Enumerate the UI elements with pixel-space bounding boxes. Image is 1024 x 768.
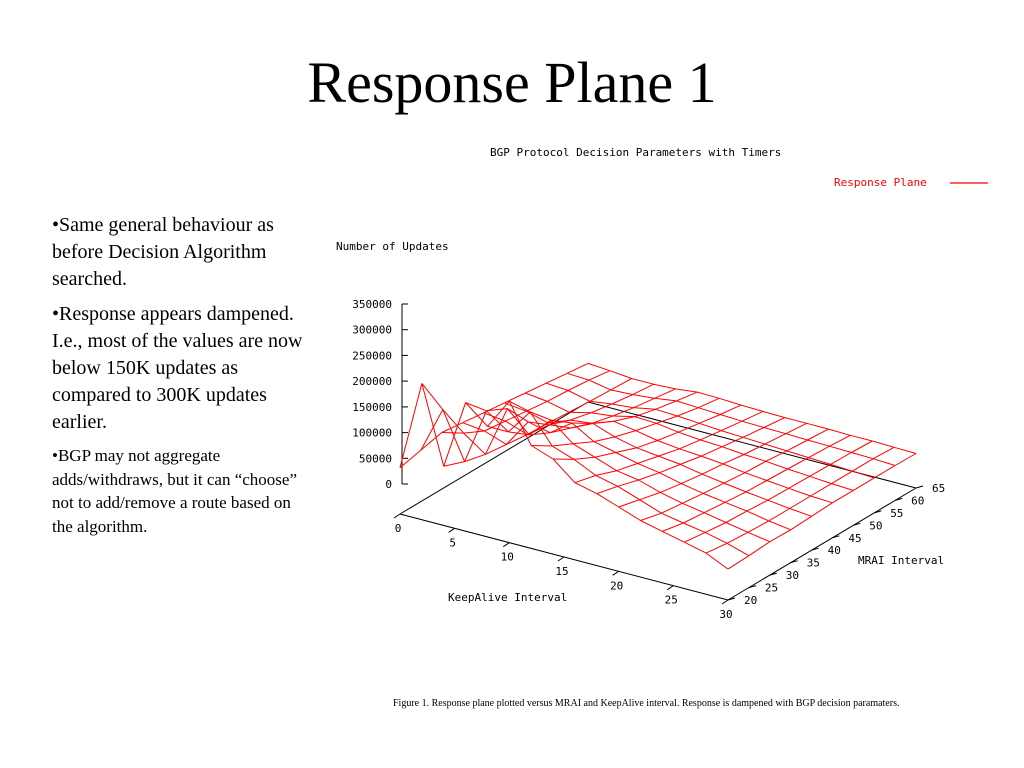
surface-line xyxy=(504,393,525,403)
surface-line xyxy=(464,433,486,454)
surface-line xyxy=(851,453,873,459)
surface-line xyxy=(596,471,617,476)
surface-line xyxy=(597,486,618,493)
x-tick-label: 20 xyxy=(610,579,624,593)
surface-line xyxy=(684,532,705,542)
surface-line xyxy=(724,483,746,492)
z-tick-label: 100000 xyxy=(352,426,392,440)
surface-line xyxy=(680,456,701,464)
surface-line xyxy=(749,542,770,556)
surface-line xyxy=(612,404,634,408)
surface-line xyxy=(747,500,768,511)
surface-line xyxy=(591,413,613,416)
y-tick-label: 25 xyxy=(764,581,779,595)
surface-line xyxy=(589,371,610,380)
surface-line xyxy=(702,474,724,483)
surface-line xyxy=(741,405,763,411)
surface-line xyxy=(748,521,769,532)
surface-line xyxy=(727,543,749,555)
y-tick-label: 45 xyxy=(848,531,862,545)
surface-line xyxy=(638,463,660,472)
surface-line xyxy=(547,401,569,412)
surface-line xyxy=(614,417,635,422)
chart-title: BGP Protocol Decision Parameters with Timers xyxy=(490,146,782,159)
surface-line xyxy=(700,440,722,447)
surface-line xyxy=(791,516,812,530)
surface-line xyxy=(572,423,593,424)
surface-line xyxy=(400,450,421,468)
y-tick-label: 40 xyxy=(827,544,841,558)
surface-line xyxy=(550,428,571,433)
surface-line xyxy=(463,413,484,423)
surface-line xyxy=(706,553,728,569)
surface-line xyxy=(770,530,791,542)
surface-line xyxy=(812,503,833,517)
surface-line xyxy=(632,379,654,385)
surface-line xyxy=(571,423,592,428)
surface-line xyxy=(744,455,766,462)
surface-line xyxy=(788,469,810,476)
surface-line xyxy=(595,457,617,471)
legend-label: Response Plane xyxy=(834,176,927,189)
y-tick-label: 55 xyxy=(890,506,904,520)
surface-line xyxy=(569,412,591,413)
surface-line xyxy=(635,409,656,416)
surface-line xyxy=(553,459,575,483)
surface-line xyxy=(724,473,745,483)
surface-line xyxy=(874,466,895,478)
surface-line xyxy=(658,441,680,449)
surface-line xyxy=(789,476,810,488)
surface-line xyxy=(422,383,444,466)
surface-line xyxy=(634,398,655,407)
surface-line xyxy=(525,383,546,393)
surface-line xyxy=(588,363,610,370)
surface-line xyxy=(660,464,681,472)
surface-line xyxy=(725,502,747,511)
surface-line xyxy=(769,509,790,521)
surface-line xyxy=(575,483,597,494)
surface-line xyxy=(590,390,611,401)
surface-line xyxy=(679,440,700,449)
surface-line xyxy=(682,493,703,503)
surface-line xyxy=(568,391,590,402)
surface-line xyxy=(617,471,639,480)
surface-line xyxy=(618,486,640,499)
surface-line xyxy=(701,447,722,456)
surface-line xyxy=(615,431,636,437)
surface-line xyxy=(831,453,852,465)
surface-line xyxy=(619,507,641,521)
x-tick-label: 0 xyxy=(394,522,402,535)
surface-line xyxy=(466,403,488,427)
surface-line xyxy=(658,432,679,440)
surface-line xyxy=(615,437,637,448)
surface-line xyxy=(681,484,703,494)
surface-line xyxy=(444,462,465,467)
surface-line xyxy=(661,503,682,513)
surface-line xyxy=(660,492,682,503)
surface-line xyxy=(525,393,547,401)
z-tick-label: 250000 xyxy=(352,349,392,363)
surface-line xyxy=(769,521,791,530)
surface-line xyxy=(659,449,680,456)
surface-line xyxy=(656,401,677,409)
surface-line xyxy=(702,464,723,474)
surface-line xyxy=(767,469,788,481)
surface-line xyxy=(830,435,851,446)
surface-line xyxy=(634,408,656,410)
surface-line xyxy=(787,440,808,451)
z-tick-label: 150000 xyxy=(352,400,392,414)
surface-line xyxy=(573,442,594,444)
surface-line xyxy=(505,411,526,421)
surface-line xyxy=(765,444,787,451)
surface-line xyxy=(400,383,422,467)
surface-line xyxy=(727,532,748,543)
surface-line xyxy=(552,444,573,446)
surface-line xyxy=(617,463,638,470)
surface-line xyxy=(763,411,785,417)
surface-line xyxy=(464,431,485,433)
surface-line xyxy=(552,446,574,459)
surface-line xyxy=(699,415,720,424)
bullet-item: •Same general behaviour as before Decision Algorithm searched. xyxy=(52,214,274,290)
surface-line xyxy=(829,429,851,435)
surface-line xyxy=(851,441,872,453)
surface-line xyxy=(719,398,741,405)
surface-line xyxy=(704,513,726,523)
z-tick-label: 0 xyxy=(385,478,392,491)
x-tick-label: 15 xyxy=(555,565,569,578)
surface-line xyxy=(703,483,724,493)
surface-line xyxy=(641,521,663,532)
surface-line xyxy=(677,416,699,423)
surface-line xyxy=(808,429,829,440)
surface-line xyxy=(546,373,567,383)
surface-line xyxy=(619,500,640,507)
surface-line xyxy=(661,513,683,523)
surface-line xyxy=(832,490,853,502)
surface-line xyxy=(830,446,852,452)
surface-line xyxy=(613,416,635,417)
surface-line xyxy=(616,448,637,453)
surface-line xyxy=(809,446,830,457)
y-tick-label: 20 xyxy=(744,594,758,607)
surface-line xyxy=(589,380,611,390)
surface-line xyxy=(765,434,786,444)
y-tick-mark xyxy=(916,486,923,488)
surface-line xyxy=(465,411,487,462)
surface-line xyxy=(786,434,808,440)
z-tick-label: 200000 xyxy=(352,375,392,389)
surface-line xyxy=(640,492,661,499)
x-tick-mark xyxy=(558,557,564,561)
surface-line xyxy=(697,392,719,398)
surface-line xyxy=(789,488,811,496)
z-tick-label: 300000 xyxy=(352,323,392,337)
surface-line xyxy=(832,484,854,491)
surface-line xyxy=(742,421,764,427)
surface-line xyxy=(618,480,639,486)
surface-line xyxy=(636,431,658,441)
surface-line xyxy=(574,459,596,475)
surface-line xyxy=(546,383,568,390)
surface-line xyxy=(764,428,786,434)
plot-labels xyxy=(336,146,988,604)
surface-line xyxy=(654,384,676,389)
surface-line xyxy=(633,384,654,394)
surface-line xyxy=(745,461,766,472)
surface-line xyxy=(659,456,681,464)
surface-line xyxy=(636,423,657,430)
surface-line xyxy=(705,523,726,533)
bullet-item: •Response appears dampened. I.e., most of the values are now below 150K updates as compared to 300K updates earlier. xyxy=(52,303,303,433)
surface-line xyxy=(832,471,853,483)
surface-line xyxy=(722,447,744,455)
surface-line xyxy=(662,523,683,531)
surface-line xyxy=(484,413,506,421)
x-tick-mark xyxy=(503,543,509,547)
surface-line xyxy=(706,543,727,553)
surface-line xyxy=(698,408,720,415)
surface-line xyxy=(547,391,568,402)
surface-line xyxy=(596,475,618,486)
surface-line xyxy=(701,456,723,464)
surface-line xyxy=(831,464,853,471)
surface-line xyxy=(677,408,698,416)
surface-line xyxy=(655,398,677,401)
surface-line xyxy=(570,413,591,420)
surface-mesh xyxy=(400,363,916,569)
surface-line xyxy=(764,418,785,428)
surface-line xyxy=(660,473,682,484)
surface-line xyxy=(726,523,748,533)
surface-line xyxy=(638,456,659,463)
surface-line xyxy=(721,421,742,430)
surface-line xyxy=(728,556,749,569)
surface-line xyxy=(807,423,829,429)
surface-line xyxy=(768,488,789,500)
surface-line xyxy=(746,481,767,492)
surface-plot xyxy=(320,130,1020,630)
surface-line xyxy=(679,449,701,456)
surface-line xyxy=(594,437,615,442)
surface-line xyxy=(641,513,662,520)
surface-line xyxy=(748,532,770,541)
surface-line xyxy=(568,380,589,390)
surface-line xyxy=(683,523,705,532)
surface-line xyxy=(726,511,747,522)
surface-line xyxy=(612,395,633,404)
x-tick-mark xyxy=(613,571,619,575)
surface-line xyxy=(442,433,464,434)
surface-line xyxy=(723,464,745,473)
y-axis-label: MRAI Interval xyxy=(858,554,945,567)
surface-line xyxy=(746,492,768,500)
sub-bullet-item: •BGP may not aggregate adds/withdraws, but it can “choose” not to add/remove a route based on the algorithm. xyxy=(52,446,298,536)
surface-line xyxy=(594,442,616,453)
surface-line xyxy=(852,459,873,472)
surface-line xyxy=(593,424,615,437)
surface-line xyxy=(637,448,659,456)
surface-line xyxy=(894,447,916,453)
y-tick-label: 30 xyxy=(785,569,800,583)
surface-line xyxy=(683,513,704,523)
x-axis-label: KeepAlive Interval xyxy=(448,591,568,604)
surface-line xyxy=(743,428,764,438)
surface-line xyxy=(507,409,529,435)
surface-line xyxy=(573,444,595,457)
surface-line xyxy=(595,453,616,458)
surface-line xyxy=(676,392,697,401)
surface-line xyxy=(443,410,465,462)
y-tick-label: 50 xyxy=(869,519,883,533)
surface-line xyxy=(747,511,769,521)
surface-line xyxy=(610,371,632,379)
bullet-list xyxy=(52,212,304,546)
z-axis-label: Number of Updates xyxy=(336,240,449,253)
surface-line xyxy=(569,401,590,412)
surface-line xyxy=(484,403,505,413)
y-tick-label: 35 xyxy=(806,556,820,570)
z-tick-label: 350000 xyxy=(352,298,392,311)
surface-line xyxy=(790,496,811,509)
surface-line xyxy=(660,484,681,493)
surface-line xyxy=(703,493,725,502)
surface-line xyxy=(662,531,684,542)
surface-line xyxy=(720,405,741,414)
surface-line xyxy=(725,492,746,502)
surface-line xyxy=(681,474,702,483)
surface-line xyxy=(788,458,809,469)
surface-line xyxy=(721,431,743,438)
surface-line xyxy=(575,475,596,482)
surface-line xyxy=(443,410,464,434)
surface-line xyxy=(531,446,552,447)
surface-line xyxy=(611,379,632,390)
surface-line xyxy=(873,447,894,458)
surface-line xyxy=(790,509,812,517)
surface-line xyxy=(745,473,767,481)
surface-line xyxy=(872,441,894,447)
surface-line xyxy=(678,432,700,440)
surface-line xyxy=(698,398,719,407)
y-tick-label: 60 xyxy=(911,494,925,508)
surface-line xyxy=(531,446,553,460)
surface-line xyxy=(785,418,807,424)
surface-line xyxy=(810,476,832,483)
surface-line xyxy=(810,464,831,476)
x-tick-mark xyxy=(667,586,673,590)
surface-line xyxy=(850,435,872,441)
surface-line xyxy=(705,532,727,543)
surface-line xyxy=(637,441,658,448)
x-tick-label: 30 xyxy=(719,608,733,621)
y-axis-line xyxy=(728,488,916,600)
surface-line xyxy=(767,481,789,489)
x-tick-label: 5 xyxy=(449,536,457,550)
surface-line xyxy=(421,410,443,451)
figure-caption: Figure 1. Response plane plotted versus MRAI and KeepAlive interval. Response is dampened with BGP decision paramaters. xyxy=(393,698,900,709)
surface-line xyxy=(742,411,763,421)
surface-line xyxy=(655,389,676,398)
surface-line xyxy=(895,454,916,466)
surface-line xyxy=(640,500,662,514)
surface-line xyxy=(811,484,832,496)
surface-line xyxy=(633,395,655,399)
x-tick-mark xyxy=(722,600,728,604)
surface-line xyxy=(852,471,874,478)
surface-line xyxy=(639,480,661,492)
surface-line xyxy=(811,496,833,503)
surface-line xyxy=(567,363,588,373)
y-tick-label: 65 xyxy=(932,482,946,495)
z-tick-label: 50000 xyxy=(358,452,392,466)
surface-line xyxy=(680,464,702,474)
surface-line xyxy=(505,421,527,434)
surface-line xyxy=(682,503,704,512)
surface-line xyxy=(723,455,744,464)
surface-line xyxy=(768,500,790,508)
surface-line xyxy=(853,478,874,491)
surface-line xyxy=(567,373,589,380)
x-tick-mark xyxy=(394,514,400,518)
surface-line xyxy=(786,423,807,433)
surface-line xyxy=(639,473,660,480)
surface-line xyxy=(873,459,895,466)
surface-line xyxy=(808,440,830,446)
surface-line xyxy=(656,409,678,416)
surface-line xyxy=(766,451,787,461)
surface-line xyxy=(574,457,595,459)
surface-line xyxy=(611,390,633,395)
x-tick-label: 10 xyxy=(500,550,514,564)
surface-line xyxy=(614,421,636,430)
surface-line xyxy=(526,401,547,411)
surface-line xyxy=(684,542,706,553)
surface-line xyxy=(704,502,725,512)
surface-line xyxy=(597,494,619,507)
surface-line xyxy=(676,389,698,392)
surface-line xyxy=(766,461,788,469)
surface-line xyxy=(720,415,742,422)
surface-line xyxy=(616,453,638,464)
surface-line xyxy=(699,423,721,430)
slide-title: Response Plane 1 xyxy=(307,50,717,115)
x-tick-label: 25 xyxy=(664,593,678,607)
x-tick-mark xyxy=(449,528,455,532)
surface-line xyxy=(676,401,698,408)
